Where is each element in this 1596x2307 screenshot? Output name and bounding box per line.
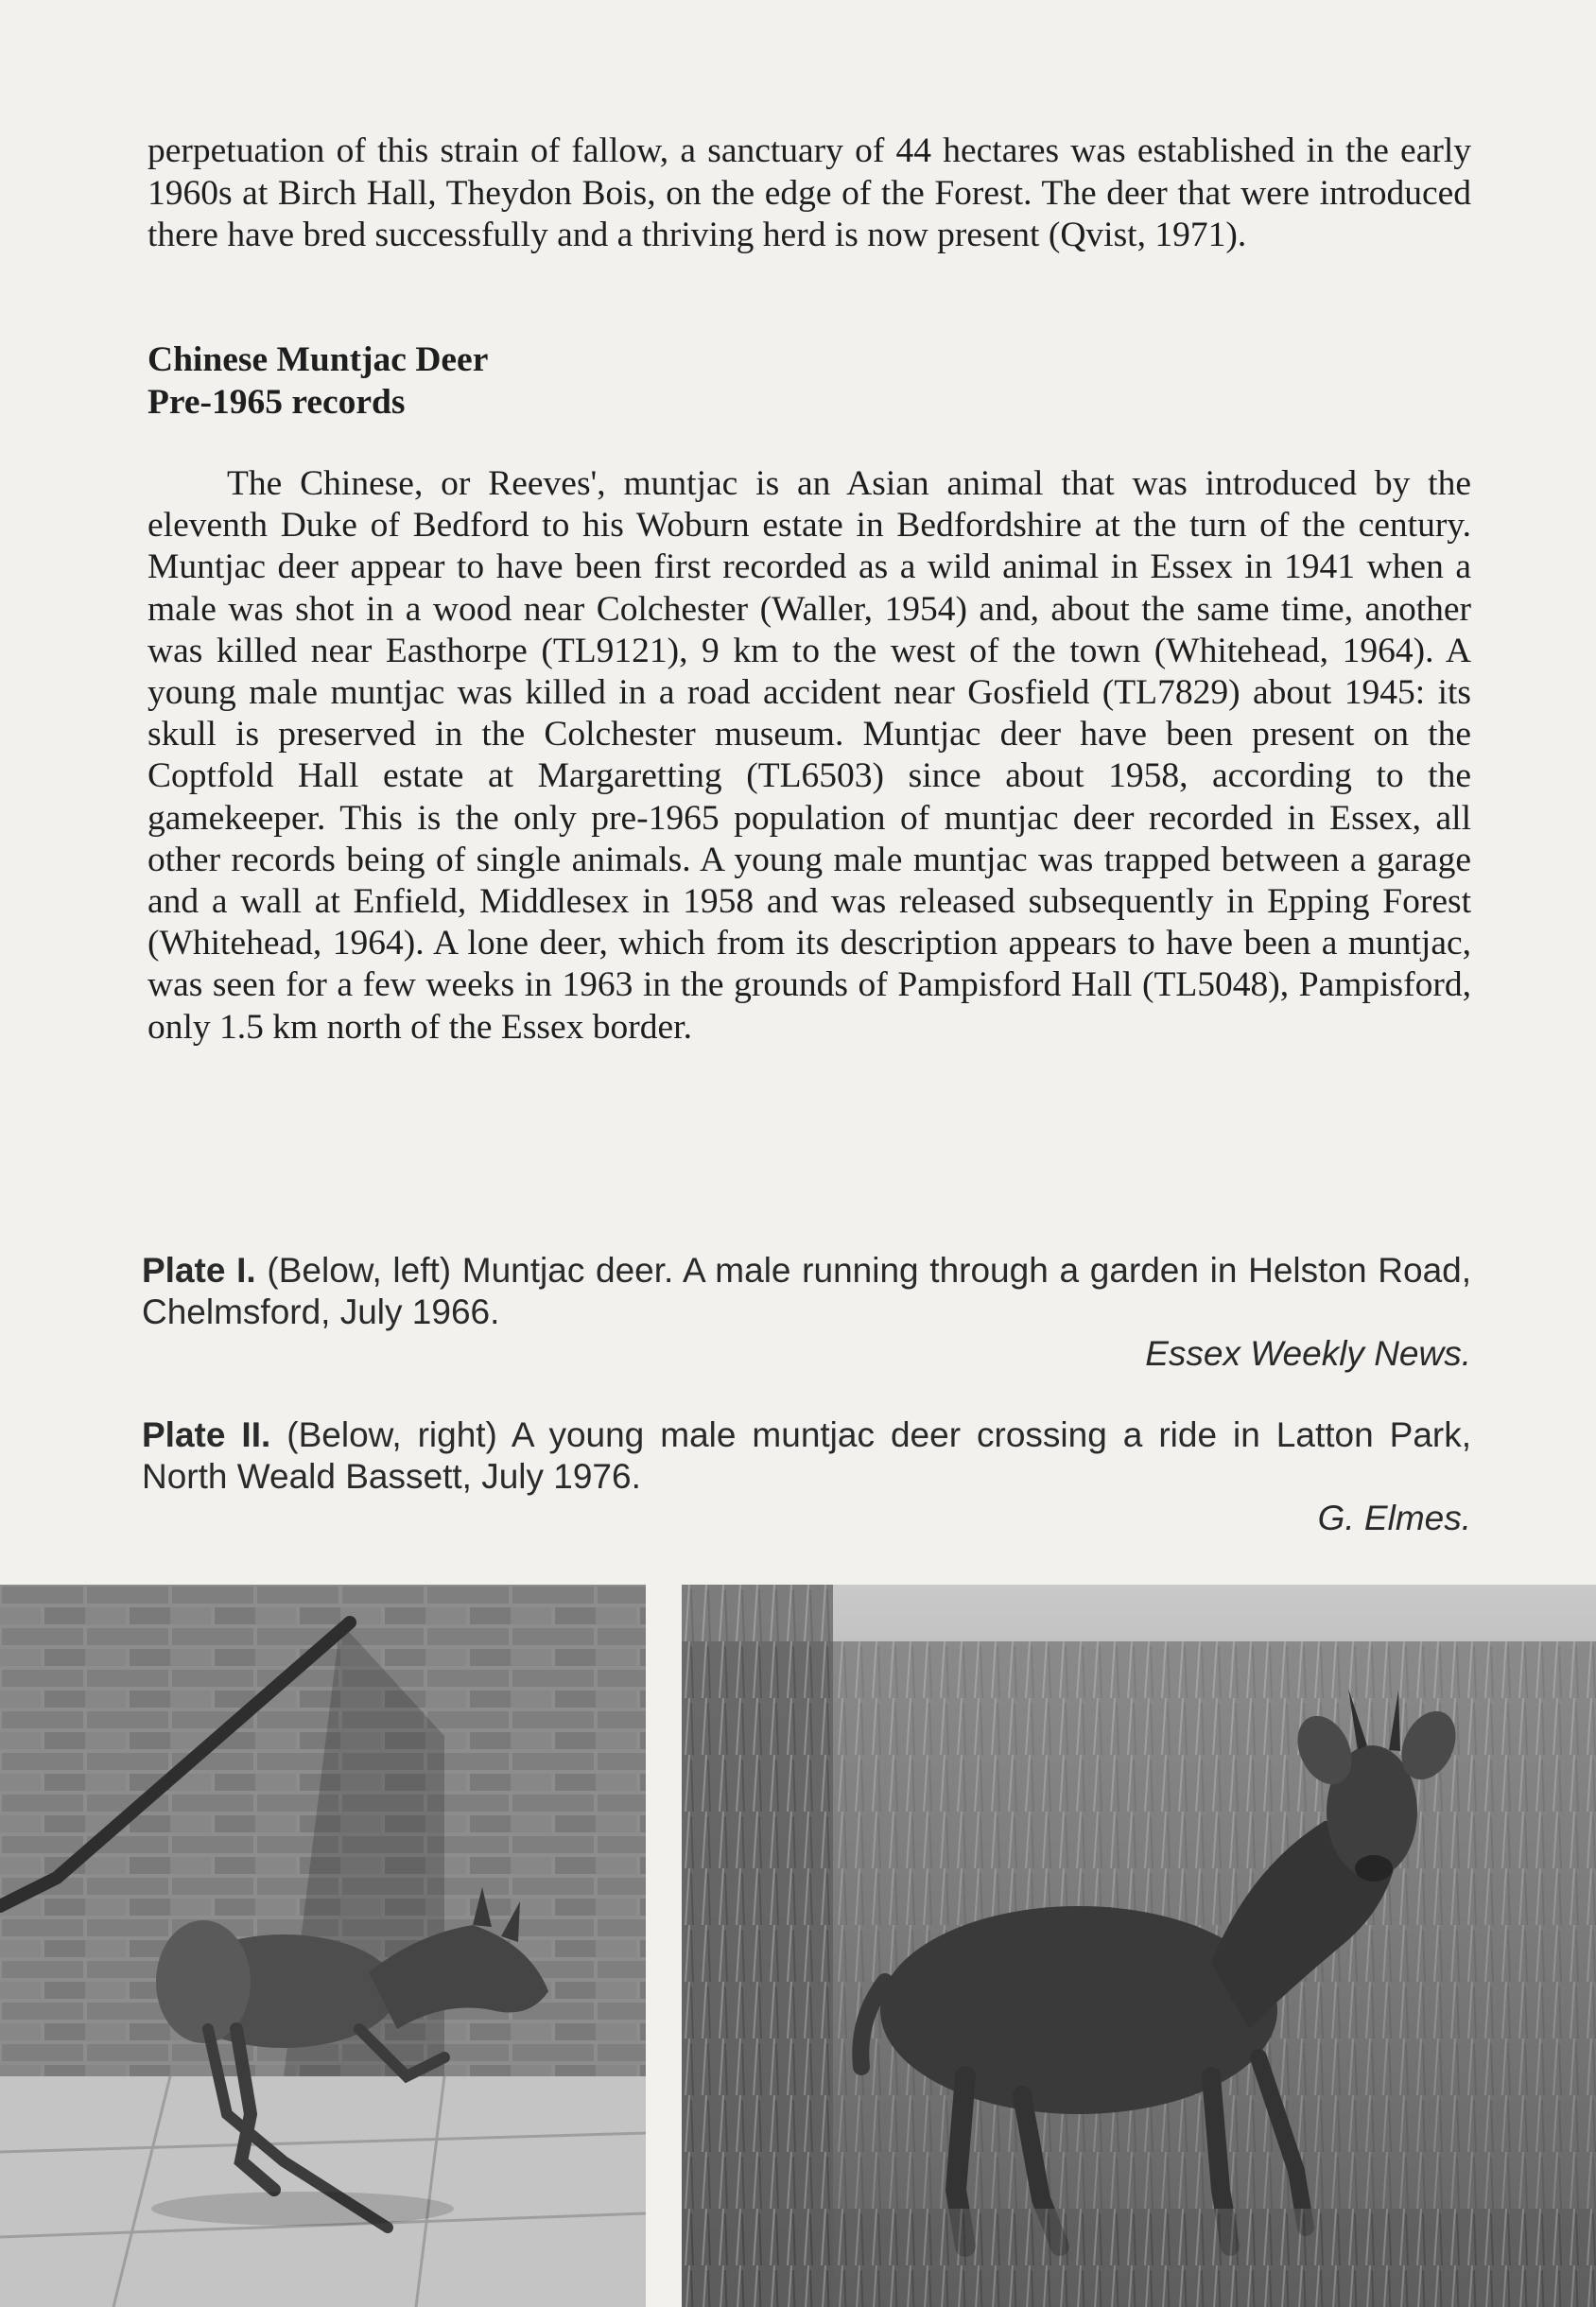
- plate-1-label: Plate I.: [142, 1251, 256, 1290]
- intro-paragraph: perpetuation of this strain of fallow, a sanctuary of 44 hectares was established in the early 1960s at Birch Hall, Theydon Bois, on the edge of the Forest. The deer that were introduced there have bred successfully and a thriving herd is now present (Qvist, 1971).: [147, 131, 1471, 254]
- plate-2-credit: G. Elmes.: [1317, 1499, 1471, 1537]
- body-paragraph: The Chinese, or Reeves', muntjac is an Asian animal that was introduced by the eleventh Duke of Bedford to his Woburn estate in Bedfordshire at the turn of the century. Muntjac deer appear to have been first recorded as a wild animal in Essex in 1941 when a male was shot in a wood near Colchester (Waller, 1954) and, about the same time, another was killed near Easthorpe (TL9121), 9 km to the west of the town (Whitehead, 1964). A young male muntjac was killed in a road accident near Gosfield (TL7829) about 1945: its skull is preserved in the Colchester museum. Muntjac deer have been present on the Coptfold Hall estate at Margaretting (TL6503) since about 1958, according to the gamekeeper. This is the only pre-1965 population of muntjac deer recorded in Essex, all other records being of single animals. A young male muntjac was trapped between a garage and a wall at Enfield, Middlesex in 1958 and was released subsequently in Epping Forest (Whitehead, 1964). A lone deer, which from its description appears to have been a muntjac, was seen for a few weeks in 1963 in the grounds of Pampisford Hall (TL5048), Pampisford, only 1.5 km north of the Essex border.: [147, 464, 1471, 1047]
- plate-2-photo-illustration: [682, 1585, 1596, 2307]
- section-title: Chinese Muntjac Deer: [147, 340, 489, 379]
- plate-2-caption: [142, 1414, 1471, 1498]
- section-heading: [147, 338, 1093, 424]
- section-subtitle: Pre-1965 records: [147, 383, 406, 422]
- plate-2-label: Plate II.: [142, 1415, 271, 1454]
- plate-2-photo: [682, 1585, 1596, 2307]
- plate-2-caption-text: (Below, right) A young male muntjac deer crossing a ride in Latton Park, North Weald Bassett, July 1976.: [142, 1415, 1472, 1496]
- plate-1-credit: Essex Weekly News.: [1145, 1334, 1471, 1373]
- plate-1-photo-illustration: [0, 1585, 646, 2307]
- plate-1-caption: [142, 1250, 1471, 1333]
- plate-1-caption-text: (Below, left) Muntjac deer. A male running through a garden in Helston Road, Chelmsford, July 1966.: [142, 1251, 1472, 1331]
- plate-1-photo: [0, 1585, 646, 2307]
